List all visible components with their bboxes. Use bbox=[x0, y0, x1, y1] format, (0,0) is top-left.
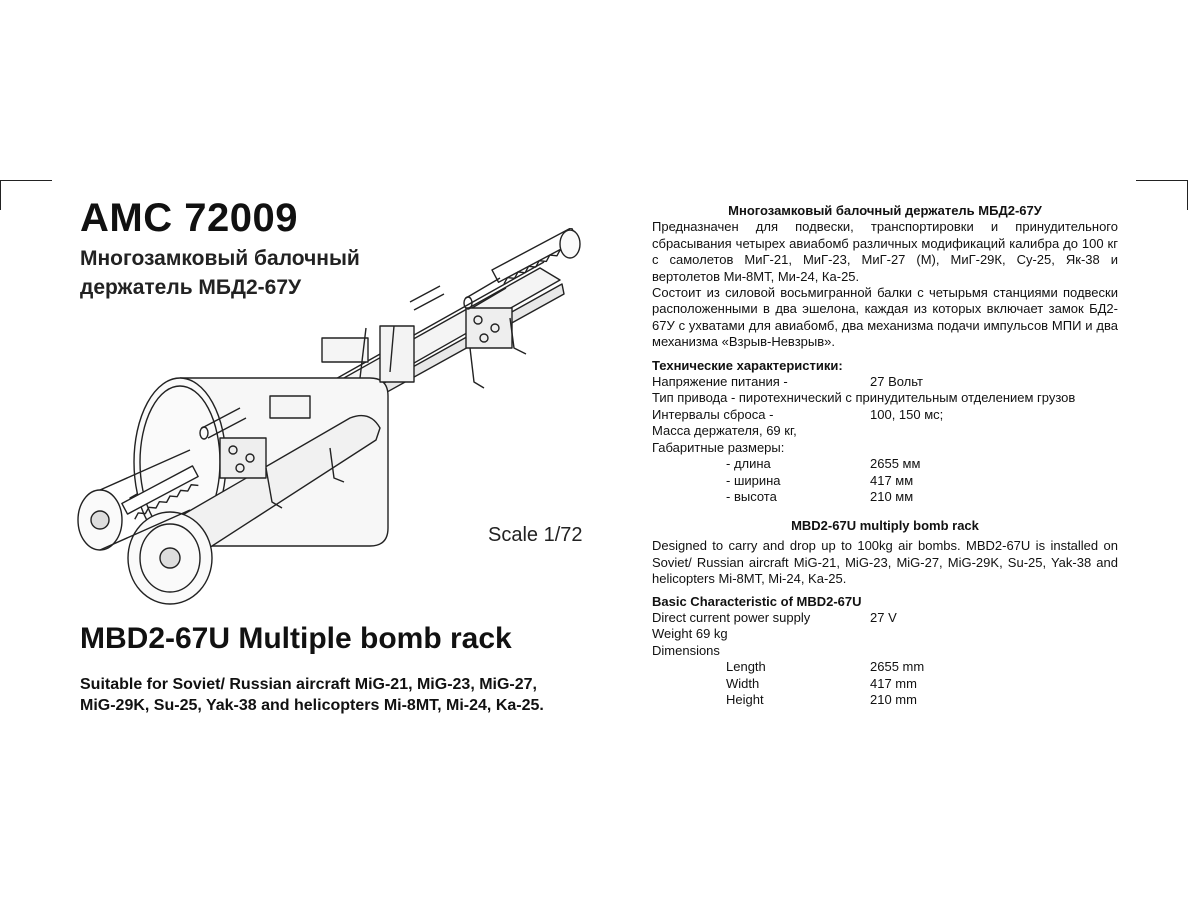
english-paragraph: Designed to carry and drop up to 100kg air bombs. MBD2-67U is installed on Soviet/ Russian aircraft MiG-21, MiG-23, MiG-27, MiG-29K, Su-25, Yak-38 and helicopters Mi-8MT, Mi-24, Ka-25. bbox=[652, 538, 1118, 587]
russian-paragraph-2: Состоит из силовой восьмигранной балки с четырьмя станциями подвески расположенными в два эшелона, каждая из которых включает замок БД2-67У с ухватами для авиабомб, два механизма подачи импульсов МПИ и два механизма «Взрыв-Невзрыв». bbox=[652, 285, 1118, 350]
english-heading: MBD2-67U multiply bomb rack bbox=[791, 518, 979, 533]
crop-mark-top-left-v bbox=[0, 180, 1, 210]
spec-row bbox=[652, 659, 1118, 675]
russian-section bbox=[652, 203, 1118, 505]
spec-label: - длина bbox=[726, 456, 771, 472]
russian-specs-heading: Технические характеристики: bbox=[652, 357, 843, 373]
spec-value: 2655 mm bbox=[870, 659, 925, 675]
suitable-aircraft bbox=[80, 674, 580, 716]
spec-value: 100, 150 мс; bbox=[870, 406, 944, 422]
suitable-line-2: MiG-29K, Su-25, Yak-38 and helicopters Mi-8MT, Mi-24, Ka-25. bbox=[80, 697, 544, 714]
spec-line: Масса держателя, 69 кг, bbox=[652, 423, 797, 439]
spec-line: Габаритные размеры: bbox=[652, 439, 785, 455]
spec-label: Length bbox=[726, 659, 766, 675]
spec-row bbox=[652, 676, 1118, 692]
spec-label: Height bbox=[726, 692, 764, 708]
spec-value: 417 mm bbox=[870, 675, 917, 691]
title-russian-line-2: держатель МБД2-67У bbox=[80, 276, 302, 299]
spec-label: Width bbox=[726, 675, 760, 691]
spec-value: 27 Вольт bbox=[870, 374, 923, 390]
english-specs-heading: Basic Characteristic of MBD2-67U bbox=[652, 593, 862, 609]
title-english: MBD2-67U Multiple bomb rack bbox=[80, 622, 512, 655]
spec-line: Dimensions bbox=[652, 642, 720, 658]
suitable-line-1: Suitable for Soviet/ Russian aircraft MiG-21, MiG-23, MiG-27, bbox=[80, 676, 537, 693]
spec-label: - высота bbox=[726, 488, 777, 504]
spec-value: 27 V bbox=[870, 610, 897, 626]
title-russian-line-1: Многозамковый балочный bbox=[80, 247, 360, 270]
russian-paragraph-1: Предназначен для подвески, транспортировки и принудительного сбрасывания четырех авиабомб различных модификаций калибра до 100 кг с самолетов МиГ-21, МиГ-23, МиГ-27 (М), МиГ-29К, Су-25, Як-38 и вертолетов Ми-8МТ, Ми-24, Ка-25. bbox=[652, 219, 1118, 284]
english-section bbox=[652, 518, 1118, 708]
spec-line: Weight 69 kg bbox=[652, 626, 728, 642]
spec-row bbox=[652, 692, 1118, 708]
product-code: AMC 72009 bbox=[80, 196, 298, 240]
spec-row bbox=[652, 610, 1118, 626]
spec-label: Интервалы сброса - bbox=[652, 406, 774, 422]
spec-row bbox=[652, 407, 1118, 423]
spec-row bbox=[652, 374, 1118, 390]
bomb-rack-illustration bbox=[70, 228, 600, 608]
spec-line: Тип привода - пиротехнический с принудительным отделением грузов bbox=[652, 390, 1076, 406]
spec-label: Direct current power supply bbox=[652, 610, 811, 626]
spec-row bbox=[652, 456, 1118, 472]
spec-value: 417 мм bbox=[870, 472, 914, 488]
scale-label: Scale 1/72 bbox=[488, 524, 583, 546]
spec-label: Напряжение питания - bbox=[652, 374, 788, 390]
spec-value: 210 мм bbox=[870, 488, 914, 504]
russian-heading: Многозамковый балочный держатель МБД2-67У bbox=[728, 203, 1042, 218]
spec-label: - ширина bbox=[726, 472, 781, 488]
spec-value: 2655 мм bbox=[870, 456, 921, 472]
crop-mark-top-left-h bbox=[0, 180, 52, 181]
crop-mark-top-right-h bbox=[1136, 180, 1188, 181]
spec-value: 210 mm bbox=[870, 692, 917, 708]
spec-row bbox=[652, 489, 1118, 505]
spec-row bbox=[652, 473, 1118, 489]
